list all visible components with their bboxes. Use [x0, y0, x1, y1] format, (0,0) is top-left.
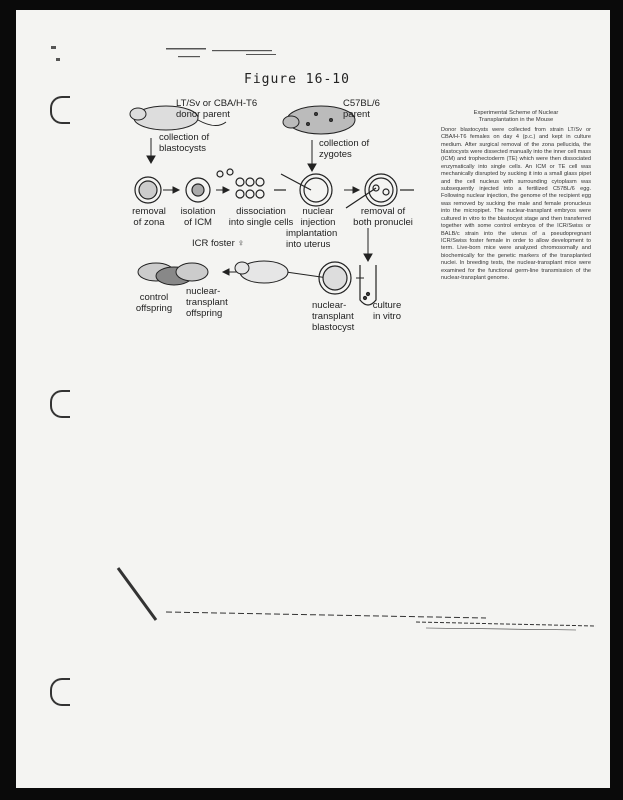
culture-tube-icon [360, 265, 376, 305]
scanned-page [16, 10, 610, 788]
figure-title: Figure 16-10 [244, 72, 350, 87]
scan-artifacts [118, 568, 596, 630]
label-isolation-icm: isolation of ICM [180, 206, 216, 228]
label-culture-in-vitro: culture in vitro [372, 300, 402, 322]
caption-title: Experimental Scheme of Nuclear Transplantation in the Mouse [473, 110, 559, 124]
label-recipient-parent: C57BL/6 parent [343, 98, 380, 120]
label-collection-zygotes: collection of zygotes [319, 138, 370, 160]
label-control-offspring: control offspring [135, 292, 173, 314]
label-icr-foster: ICR foster ♀ [192, 238, 245, 249]
foster-mouse-icon [235, 261, 288, 283]
transplant-blastocyst-icon [319, 262, 351, 294]
label-transplant-offspring: nuclear- transplant offspring [186, 286, 228, 319]
label-transplant-blastocyst: nuclear- transplant blastocyst [312, 300, 355, 333]
scan-noise [51, 46, 276, 61]
offspring-mice-icon [138, 263, 208, 285]
caption-body: Donor blastocysts were collected from strain LT/Sv or CBA/H-T6 females on day 4 (p.c.) and kept in culture medium. After surgical removal of the zona pellucida, the blastocysts were dissected manually into the inner cell mass (ICM) and trophectoderm (TE) which were then dissociated enzymatically into single cells. An ICM or TE cell was mechanically disrupted by sucking it into a small glass pipet and the cell nucleus with surrounding cytoplasm was subsequently injected into a fertilized C57BL/6 egg. Following nuclear injection, the genome of the recipient egg was removed by sucking the male and female pronucleus into the micropipet. The nuclear-transplant embryos were cultured in vitro to the blastocyst stage and then transferred together with some control embryos of the ICR/Swiss or BALB/c strain into the uterus of a pseudopregnant ICR/Swiss foster female in order to allow development to term. Live-born mice were analyzed chromosomally and biochemically for the genetic markers of the transplanted nuclei. In breeding tests, the nuclear-transplant mice were examined for the functional germ-line transmission of the nuclear-transplant genome. [441, 126, 591, 281]
label-nuclear-injection: nuclear injection [300, 206, 336, 228]
label-implantation: implantation into uterus [286, 228, 338, 250]
label-dissociation: dissociation into single cells [228, 206, 294, 228]
label-donor-parent: LT/Sv or CBA/H-T6 donor parent [176, 98, 258, 120]
label-removal-zona: removal of zona [132, 206, 166, 228]
figure-caption [441, 110, 591, 282]
label-removal-pronuclei: removal of both pronuclei [353, 206, 413, 228]
label-collection-blastocysts: collection of blastocysts [159, 132, 210, 154]
